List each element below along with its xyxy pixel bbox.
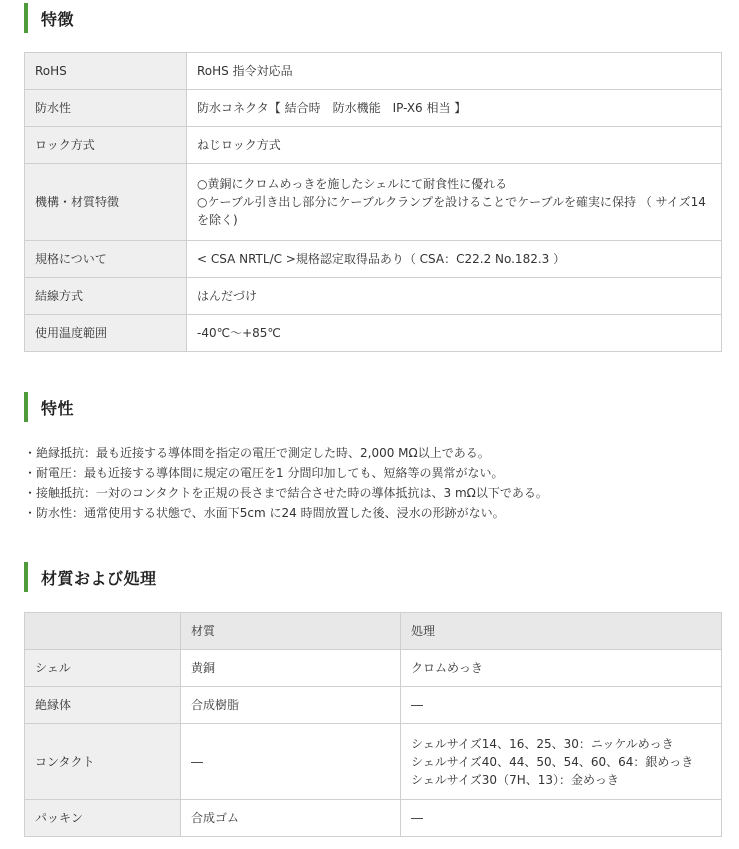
table-row [25, 800, 722, 837]
row-value: RoHS 指令対応品 [187, 53, 722, 90]
treatment-cell: ― [401, 800, 722, 837]
list-item: ・絶縁抵抗：最も近接する導体間を指定の電圧で測定した時、2,000 MΩ以上である。 [24, 446, 490, 460]
treatment-cell: シェルサイズ14、16、25、30：ニッケルめっき シェルサイズ40、44、50、54、60、64：銀めっき シェルサイズ30（7H、13）：金めっき [401, 724, 722, 800]
table-row [25, 687, 722, 724]
row-label: RoHS [25, 53, 187, 90]
table-row [25, 53, 722, 90]
table-row [25, 127, 722, 164]
features-title: 特徴 [41, 9, 75, 29]
row-value: -40℃～+85℃ [187, 315, 722, 352]
row-label: 結線方式 [25, 278, 187, 315]
table-row [25, 241, 722, 278]
part-label: コンタクト [25, 724, 181, 800]
treatment-cell: ― [401, 687, 722, 724]
table-row [25, 724, 722, 800]
list-item: ・防水性：通常使用する状態で、水面下5cm に24 時間放置した後、浸水の形跡がない。 [24, 506, 505, 520]
table-row [25, 164, 722, 241]
part-label: シェル [25, 650, 181, 687]
row-label: 防水性 [25, 90, 187, 127]
row-value: ねじロック方式 [187, 127, 722, 164]
characteristics-list [24, 443, 548, 523]
row-value: < CSA NRTL/C >規格認定取得品あり（ CSA：C22.2 No.182.3 ） [187, 241, 722, 278]
table-header-row [25, 613, 722, 650]
list-item: ・接触抵抗：一対のコンタクトを正規の長さまで結合させた時の導体抵抗は、3 mΩ以下である。 [24, 486, 548, 500]
treatment-cell: クロムめっき [401, 650, 722, 687]
row-value: はんだづけ [187, 278, 722, 315]
row-label: 規格について [25, 241, 187, 278]
part-label: 絶縁体 [25, 687, 181, 724]
row-label: 機構・材質特徴 [25, 164, 187, 241]
characteristics-title: 特性 [41, 398, 75, 418]
table-row [25, 278, 722, 315]
header-material: 材質 [181, 613, 401, 650]
row-value: ○黄銅にクロムめっきを施したシェルにて耐食性に優れる ○ケーブル引き出し部分にケーブルクランプを設けることでケーブルを確実に保持 （ サイズ14 を除く) [187, 164, 722, 241]
row-value: 防水コネクタ【 結合時 防水機能 IP-X6 相当 】 [187, 90, 722, 127]
material-cell: 合成ゴム [181, 800, 401, 837]
header-blank-cell [25, 613, 181, 650]
materials-heading [24, 562, 157, 592]
table-row [25, 315, 722, 352]
characteristics-heading [24, 392, 74, 422]
part-label: パッキン [25, 800, 181, 837]
row-label: ロック方式 [25, 127, 187, 164]
row-label: 使用温度範囲 [25, 315, 187, 352]
material-cell: 合成樹脂 [181, 687, 401, 724]
heading-accent-bar [24, 3, 28, 33]
materials-table [24, 612, 722, 837]
features-table [24, 52, 722, 352]
material-cell: 黄銅 [181, 650, 401, 687]
header-treatment: 処理 [401, 613, 722, 650]
material-cell: ― [181, 724, 401, 800]
heading-accent-bar [24, 562, 28, 592]
list-item: ・耐電圧：最も近接する導体間に規定の電圧を1 分間印加しても、短絡等の異常がない。 [24, 466, 504, 480]
materials-title: 材質および処理 [41, 568, 157, 588]
table-row [25, 650, 722, 687]
features-heading [24, 3, 74, 33]
heading-accent-bar [24, 392, 28, 422]
table-row [25, 90, 722, 127]
